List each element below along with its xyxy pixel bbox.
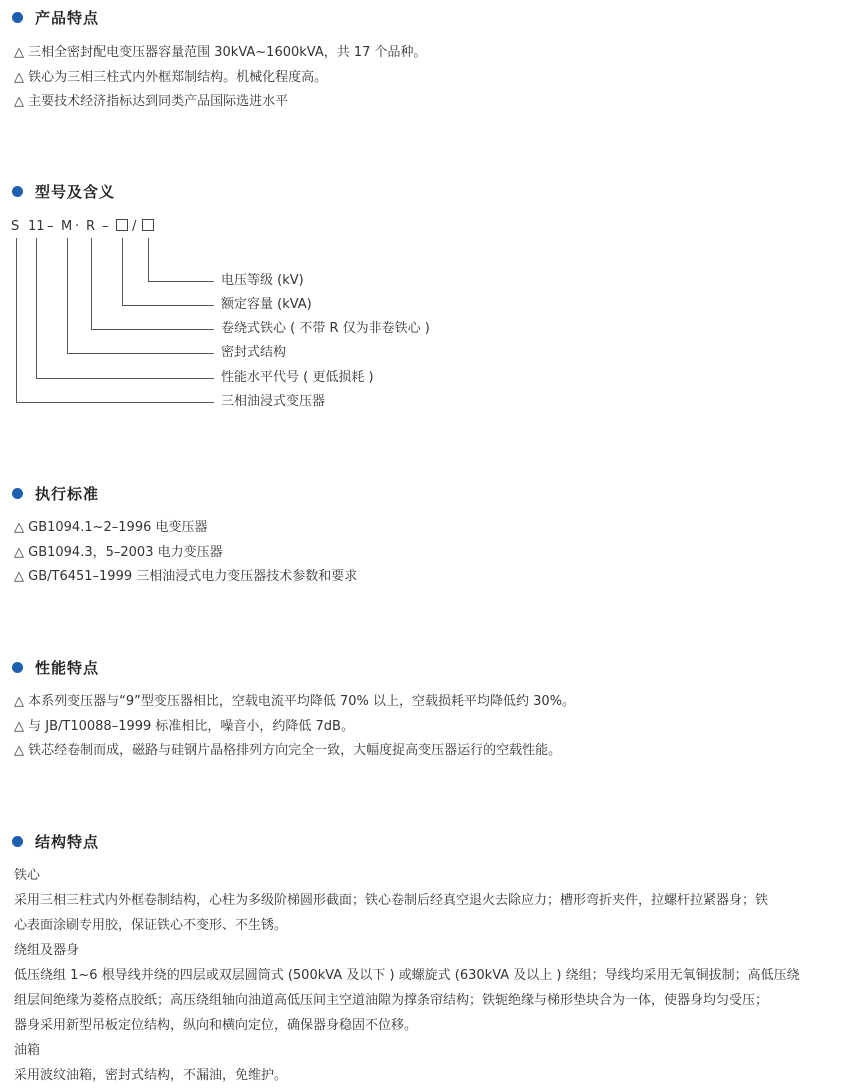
feature-item: △ 铁心为三相三柱式内外框郑制结构。机械化程度高。 <box>14 70 328 85</box>
winding-subtitle: 绕组及器身 <box>14 943 80 958</box>
code-m: M <box>61 219 73 234</box>
section-features-header <box>12 6 99 28</box>
standard-item: △ GB1094.1~2–1996 电变压器 <box>14 520 208 535</box>
structure-body <box>14 863 840 1088</box>
capacity-placeholder-box <box>116 219 128 231</box>
meaning-sealed-structure: 密封式结构 <box>221 345 287 360</box>
meaning-voltage-level: 电压等级 (kV) <box>221 273 304 288</box>
bullet-dot-icon <box>12 836 23 847</box>
core-subtitle: 铁心 <box>14 868 41 883</box>
code-11: 11 <box>28 219 45 234</box>
section-model-header <box>12 180 115 202</box>
winding-line: 组层间绝缘为菱格点胶纸；高压绕组轴向油道高低压间主空道油隙为撑条帘结构；铁轭绝缘与梯形垫块合为一体，使器身均匀受压； <box>14 993 769 1008</box>
tank-subtitle: 油箱 <box>14 1043 41 1058</box>
section-title: 性能特点 <box>35 658 100 677</box>
meaning-rated-capacity: 额定容量 (kVA) <box>221 297 312 312</box>
section-performance-header <box>12 656 99 678</box>
code-dot: · <box>75 219 80 234</box>
code-r: R <box>86 219 96 234</box>
code-dash: – <box>102 219 109 234</box>
performance-item: △ 本系列变压器与“9”型变压器相比，空载电流平均降低 70% 以上，空载损耗平均降低约 30%。 <box>14 694 576 709</box>
bullet-dot-icon <box>12 662 23 673</box>
tank-line: 采用波纹油箱，密封式结构，不漏油，免维护。 <box>14 1068 288 1083</box>
winding-line: 器身采用新型吊板定位结构，纵向和横向定位，确保器身稳固不位移。 <box>14 1018 418 1033</box>
bullet-dot-icon <box>12 12 23 23</box>
core-line: 采用三相三柱式内外框卷制结构，心柱为多级阶梯圆形截面；铁心卷制后经真空退火去除应力；槽形弯折夹件，拉螺杆拉紧器身；铁 <box>14 893 769 908</box>
meaning-wound-core: 卷绕式铁心 ( 不带 R 仅为非卷铁心 ) <box>221 321 430 336</box>
performance-item: △ 与 JB/T10088–1999 标准相比，噪音小，约降低 7dB。 <box>14 719 354 734</box>
bullet-dot-icon <box>12 186 23 197</box>
feature-item: △ 主要技术经济指标达到同类产品国际选进水平 <box>14 94 289 109</box>
code-dash: – <box>47 219 54 234</box>
winding-line: 低压绕组 1~6 根导线并绕的四层或双层圆筒式 (500kVA 及以下 ) 或螺旋式 (630kVA 及以上 ) 绕组；导线均采用无氧铜拔制；高低压绕 <box>14 968 800 983</box>
core-line: 心表面涂刷专用胶，保证铁心不变形、不生锈。 <box>14 918 288 933</box>
code-slash: / <box>132 219 137 234</box>
voltage-placeholder-box <box>142 219 154 231</box>
feature-item: △ 三相全密封配电变压器容量范围 30kVA~1600kVA，共 17 个品种。 <box>14 45 427 60</box>
meaning-performance-code: 性能水平代号 ( 更低损耗 ) <box>221 370 374 385</box>
bullet-dot-icon <box>12 488 23 499</box>
section-title: 结构特点 <box>35 832 100 851</box>
meaning-three-phase-oil: 三相油浸式变压器 <box>221 394 326 409</box>
section-title: 产品特点 <box>35 8 100 27</box>
standard-item: △ GB1094.3，5–2003 电力变压器 <box>14 545 223 560</box>
code-s: S <box>11 219 20 234</box>
section-standards-header <box>12 482 99 504</box>
standard-item: △ GB/T6451–1999 三相油浸式电力变压器技术参数和要求 <box>14 569 358 584</box>
section-title: 执行标准 <box>35 484 100 503</box>
section-structure-header <box>12 830 99 852</box>
section-title: 型号及含义 <box>35 182 116 201</box>
performance-item: △ 铁芯经卷制而成，磁路与硅钢片晶格排列方向完全一致，大幅度捉高变压器运行的空载性能。 <box>14 743 562 758</box>
